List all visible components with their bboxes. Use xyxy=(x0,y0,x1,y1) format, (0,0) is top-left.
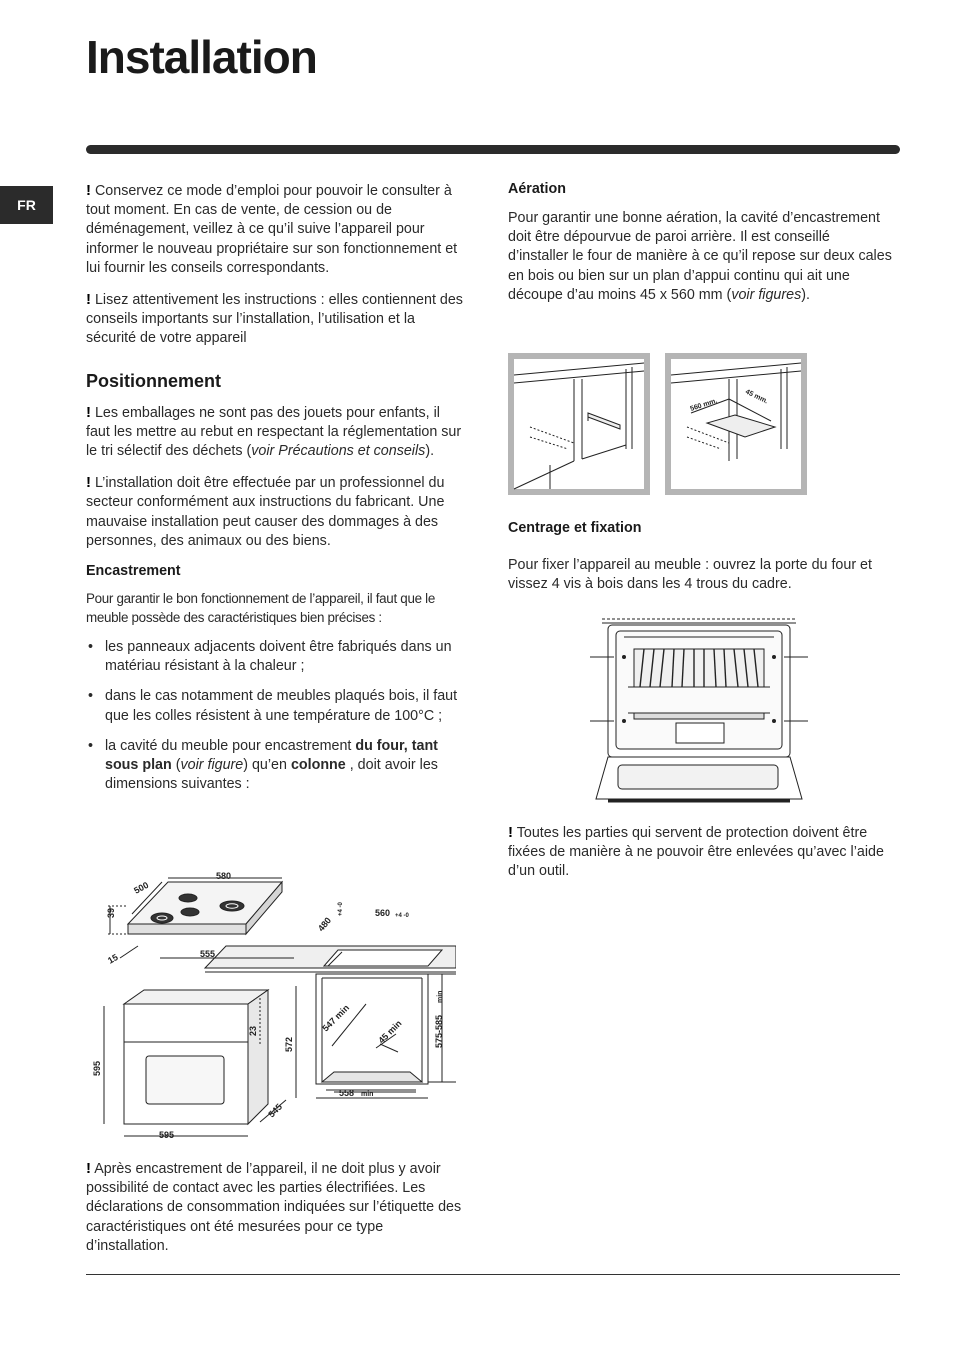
dim-label: 15 xyxy=(106,952,120,966)
dim-label: 595 xyxy=(159,1130,175,1140)
dim-label: 23 xyxy=(248,1025,258,1036)
dim-label: 580 xyxy=(216,871,232,881)
list-item: • dans le cas notamment de meubles plaqués bois, il faut que les colles résistent à une température de 100°C ; xyxy=(86,687,466,725)
page-title: Installation xyxy=(86,31,317,83)
dim-label: 39 xyxy=(106,907,116,918)
after-install-section xyxy=(86,1159,466,1256)
dim-label: 572 xyxy=(284,1036,294,1052)
aeration-figure-2 xyxy=(665,353,807,495)
list-item: • les panneaux adjacents doivent être fabriqués dans un matériau résistant à la chaleur ; xyxy=(86,638,466,676)
dim-label: +4 -0 xyxy=(395,913,409,919)
dim-label: 45 min xyxy=(376,1018,404,1046)
dim-label: 545 xyxy=(266,1101,285,1120)
footer-rule xyxy=(86,1274,900,1275)
after-install-paragraph: ! Après encastrement de l’appareil, il ne doit plus y avoir possibilité de contact avec les parties électrifiées. Les déclarations de consommation indiquées sur l’étiquette des caractéristiques ont été mesurées pour ce type d’installation. xyxy=(86,1160,462,1254)
aeration-figure-1 xyxy=(508,353,650,495)
dim-label: 560 xyxy=(375,908,391,918)
warning-mark: ! xyxy=(86,403,91,421)
protection-section xyxy=(508,823,892,882)
dim-label: +4 -0 xyxy=(338,902,344,916)
intro-paragraph-2: ! Lisez attentivement les instructions : elles contiennent des conseils importants sur l’installation, l’utilisation et la sécurité de votre appareil xyxy=(86,291,463,347)
dim-label: min xyxy=(361,1091,374,1098)
centrage-heading: Centrage et fixation xyxy=(508,520,642,536)
warning-mark: ! xyxy=(86,291,91,309)
dim-label: min xyxy=(437,990,444,1003)
dim-label: 595 xyxy=(92,1060,102,1076)
left-column xyxy=(86,181,466,794)
list-item: • la cavité du meuble pour encastrement du four, tant sous plan (voir figure) qu’en colonne , doit avoir les dimensions suivantes : xyxy=(86,737,466,795)
header-rule xyxy=(86,145,900,154)
dim-label: 575-585 xyxy=(434,1014,444,1048)
protection-paragraph: ! Toutes les parties qui servent de protection doivent être fixées de manière à ne pouvoir être enlevées qu’avec l’aide d’un outil. xyxy=(508,824,884,880)
dim-label: 555 xyxy=(200,949,216,959)
dim-label: 480 xyxy=(315,915,334,934)
dim-label: 500 xyxy=(132,879,151,896)
built-in-dimensions-figure xyxy=(90,866,456,1146)
dim-label: 45 mm. xyxy=(744,388,769,406)
warning-mark: ! xyxy=(86,474,91,492)
packaging-paragraph: ! Les emballages ne sont pas des jouets pour enfants, il faut les mettre au rebut en respectant la réglementation sur le tri sélectif des déchets (voir Précautions et conseils). xyxy=(86,403,462,460)
aeration-paragraph: Pour garantir une bonne aération, la cavité d’encastrement doit être dépourvue de paroi arrière. Il est conseillé d’installer le four de manière à ce qu’il repose sur deux cales en bois ou bien sur un plan d’appui continu qui ait une découpe d’au moins 45 x 560 mm (voir figures). xyxy=(508,210,892,303)
warning-mark: ! xyxy=(86,182,91,199)
encastrement-intro: Pour garantir le bon fonctionnement de l’appareil, il faut que le meuble possède des caractéristiques bien précises : xyxy=(86,591,435,626)
dim-label: 558 xyxy=(339,1088,355,1098)
positioning-heading: Positionnement xyxy=(86,370,222,391)
oven-fixing-figure xyxy=(588,613,810,809)
encastrement-heading: Encastrement xyxy=(86,563,181,580)
language-tab: FR xyxy=(0,186,53,224)
warning-mark: ! xyxy=(508,824,513,841)
figures-link: voir figures xyxy=(731,286,802,303)
dim-label: 547 min xyxy=(320,1002,352,1034)
aeration-heading: Aération xyxy=(508,181,566,197)
requirements-list xyxy=(86,638,466,794)
right-column xyxy=(508,181,892,305)
centering-section xyxy=(508,520,892,594)
warning-mark: ! xyxy=(86,1160,91,1177)
dim-label: 560 mm. xyxy=(689,397,719,413)
centrage-paragraph: Pour fixer l’appareil au meuble : ouvrez la porte du four et vissez 4 vis à bois dans les 4 trous du cadre. xyxy=(508,557,872,593)
precautions-link: voir Précautions et conseils xyxy=(251,443,426,460)
professional-install-paragraph: ! L’installation doit être effectuée par un professionnel du secteur conformément aux instructions du fabricant. Une mauvaise installation peut causer des dommages à des personnes, des animaux ou des biens. xyxy=(86,474,445,549)
intro-paragraph-1: ! Conservez ce mode d’emploi pour pouvoir le consulter à tout moment. En cas de vente, de cession ou de déménagement, veillez à ce qu’il suive l’appareil pour informer le nouveau propriétaire sur son fonctionnement et lui fournir les conseils correspondants. xyxy=(86,182,458,276)
